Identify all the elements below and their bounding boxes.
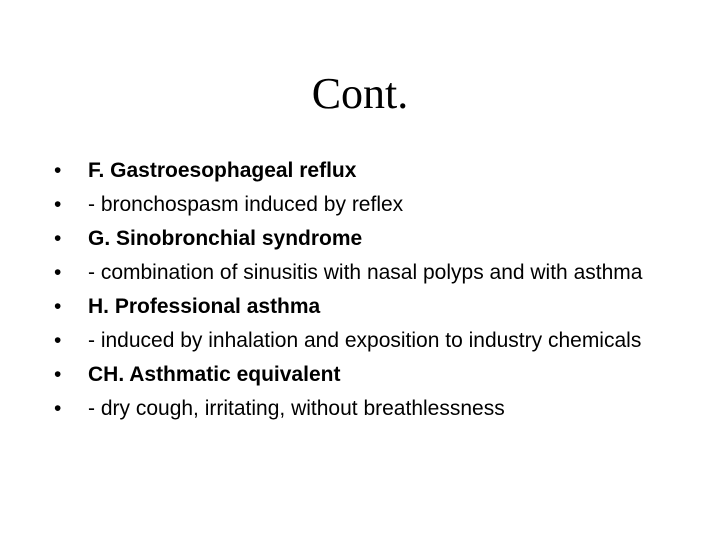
bullet-text: - combination of sinusitis with nasal polyps and with asthma bbox=[88, 261, 643, 284]
bullet-item bbox=[54, 330, 674, 352]
bullet-text: - dry cough, irritating, without breathlessness bbox=[88, 397, 505, 420]
bullet-dot: • bbox=[54, 193, 62, 216]
bullet-text: G. Sinobronchial syndrome bbox=[88, 227, 363, 250]
slide-title: Cont. bbox=[311, 69, 409, 118]
bullet-item bbox=[54, 194, 674, 216]
bullet-text: CH. Asthmatic equivalent bbox=[88, 363, 341, 386]
bullet-dot: • bbox=[54, 295, 62, 318]
bullet-text: F. Gastroesophageal reflux bbox=[88, 159, 357, 182]
bullet-text: - bronchospasm induced by reflex bbox=[88, 193, 404, 216]
bullet-dot: • bbox=[54, 329, 62, 352]
bullet-dot: • bbox=[54, 159, 62, 182]
bullet-text: H. Professional asthma bbox=[88, 295, 321, 318]
bullet-item bbox=[54, 296, 674, 318]
bullet-item bbox=[54, 398, 674, 420]
bullet-item bbox=[54, 228, 674, 250]
bullet-dot: • bbox=[54, 261, 62, 284]
bullet-dot: • bbox=[54, 363, 62, 386]
bullet-item bbox=[54, 262, 674, 284]
bullet-list bbox=[54, 160, 674, 432]
bullet-dot: • bbox=[54, 397, 62, 420]
bullet-text: - induced by inhalation and exposition to industry chemicals bbox=[88, 329, 642, 352]
bullet-dot: • bbox=[54, 227, 62, 250]
bullet-item bbox=[54, 160, 674, 182]
bullet-item bbox=[54, 364, 674, 386]
